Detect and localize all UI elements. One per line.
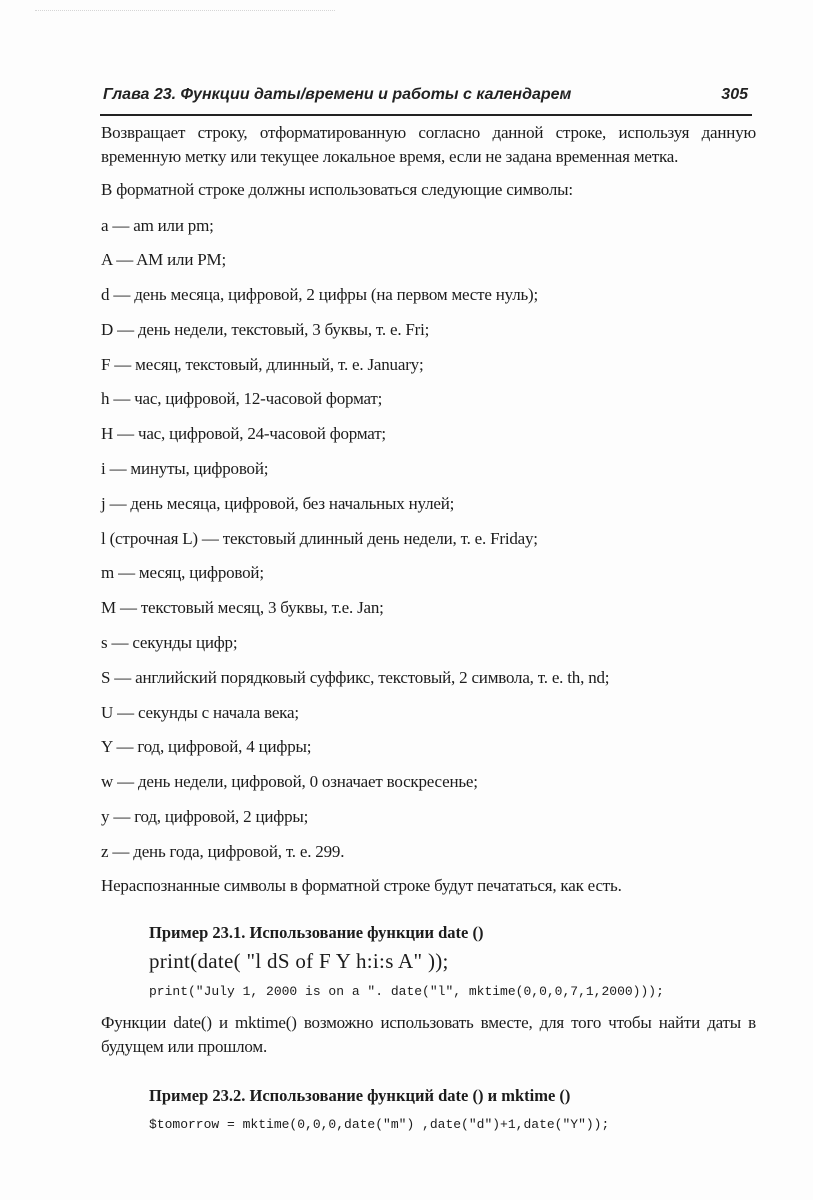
list-item: j — день месяца, цифровой, без начальных нулей; xyxy=(101,493,455,513)
list-item: m — месяц, цифровой; xyxy=(101,563,264,583)
list-item: w — день недели, цифровой, 0 означает воскресенье; xyxy=(101,772,478,792)
list-item: F — месяц, текстовый, длинный, т. е. January; xyxy=(101,354,424,374)
list-item: i — минуты, цифровой; xyxy=(101,459,269,479)
combined-usage-paragraph: Функции date() и mktime() возможно использовать вместе, для того чтобы найти даты в будущем или прошлом. xyxy=(101,1013,756,1056)
unrecognized-symbols-note: Нераспознанные символы в форматной строке будут печататься, как есть. xyxy=(101,875,622,895)
example-2-title: Пример 23.2. Использование функций date () и mktime () xyxy=(149,1086,571,1106)
header-rule xyxy=(100,114,752,116)
example-1-code-line-1: print(date( "l dS of F Y h:i:s A" )); xyxy=(149,949,449,974)
list-item: y — год, цифровой, 2 цифры; xyxy=(101,807,309,827)
page-content xyxy=(101,121,756,1136)
list-item: a — am или pm; xyxy=(101,215,214,235)
example-1-code-line-2: print("July 1, 2000 is on a ". date("l", mktime(0,0,0,7,1,2000))); xyxy=(149,984,664,1000)
format-symbol-list xyxy=(101,209,756,870)
scan-noise xyxy=(35,10,335,17)
running-head xyxy=(103,84,748,110)
example-2-code-line-1: $tomorrow = mktime(0,0,0,date("m") ,date("d")+1,date("Y")); xyxy=(149,1117,610,1133)
list-item: d — день месяца, цифровой, 2 цифры (на первом месте нуль); xyxy=(101,285,539,305)
example-1-title: Пример 23.1. Использование функции date () xyxy=(149,923,484,943)
list-item: h — час, цифровой, 12-часовой формат; xyxy=(101,389,383,409)
list-item: A — AM или PM; xyxy=(101,250,226,270)
intro-paragraph: Возвращает строку, отформатированную согласно данной строке, используя данную временную метку или текущее локальное время, если не задана временная метка. xyxy=(101,123,756,166)
page-number: 305 xyxy=(721,86,748,103)
list-item: S — английский порядковый суффикс, текстовый, 2 символа, т. е. th, nd; xyxy=(101,667,610,687)
list-item: z — день года, цифровой, т. е. 299. xyxy=(101,841,345,861)
list-item: s — секунды цифр; xyxy=(101,633,238,653)
list-item: U — секунды с начала века; xyxy=(101,702,299,722)
list-item: Y — год, цифровой, 4 цифры; xyxy=(101,737,312,757)
list-item: H — час, цифровой, 24-часовой формат; xyxy=(101,424,386,444)
chapter-title: Глава 23. Функции даты/времени и работы с календарем xyxy=(103,86,572,103)
list-item: D — день недели, текстовый, 3 буквы, т. е. Fri; xyxy=(101,319,430,339)
list-item: M — текстовый месяц, 3 буквы, т.е. Jan; xyxy=(101,598,384,618)
format-intro-paragraph: В форматной строке должны использоваться следующие символы: xyxy=(101,180,573,199)
list-item: l (строчная L) — текстовый длинный день недели, т. е. Friday; xyxy=(101,528,538,548)
